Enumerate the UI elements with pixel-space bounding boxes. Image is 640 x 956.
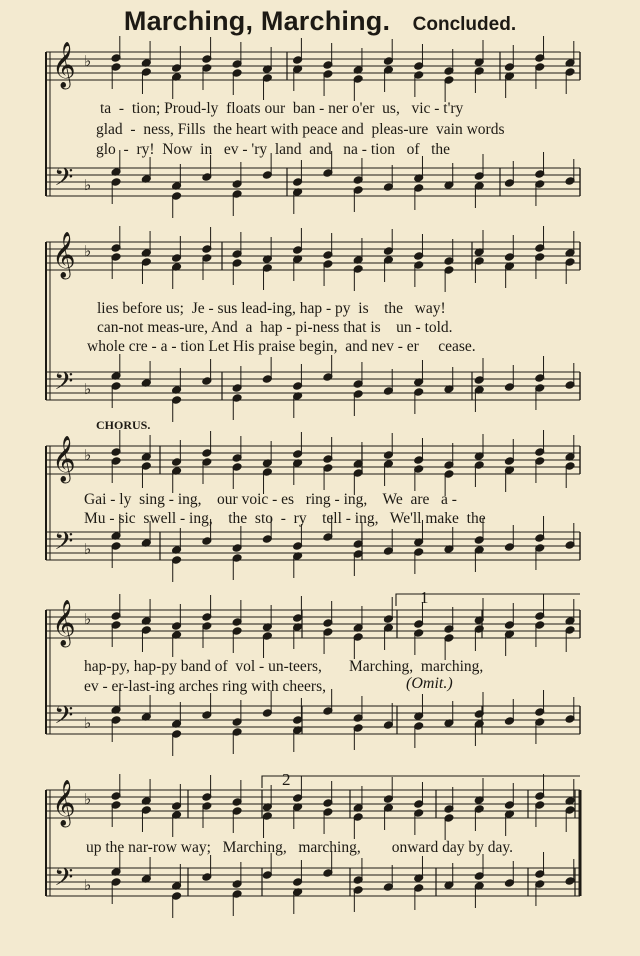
flat-icon: ♭ — [84, 540, 92, 558]
flat-icon: ♭ — [84, 52, 92, 70]
bass-clef-icon: 𝄢 — [54, 863, 74, 898]
lyric-line: whole cre - a - tion Let His praise begin, and nev - er cease. — [87, 338, 476, 355]
omit-note: (Omit.) — [406, 675, 453, 692]
treble-clef-icon: 𝄞 — [52, 436, 76, 482]
lyric-line: up the nar-row way; Marching, marching, onward day by day. — [86, 839, 513, 856]
bass-clef-icon: 𝄢 — [54, 701, 74, 736]
lyric-line: Gai - ly sing - ing, our voic - es ring - ing, We are a - — [84, 491, 457, 508]
lyric-line: ta - tion; Proud-ly floats our ban - ner o'er us, vic - t'ry — [100, 100, 464, 117]
treble-clef-icon: 𝄞 — [52, 42, 76, 88]
flat-icon: ♭ — [84, 242, 92, 260]
flat-icon: ♭ — [84, 176, 92, 194]
flat-icon: ♭ — [84, 446, 92, 464]
lyric-line: glo - ry! Now in ev - 'ry land and na - tion of the — [96, 141, 451, 158]
bass-clef-icon: 𝄢 — [54, 163, 74, 198]
ending-mark-second: 2 — [282, 770, 291, 789]
lyric-line: lies before us; Je - sus lead-ing, hap - py is the way! — [97, 300, 446, 317]
bass-clef-icon: 𝄢 — [54, 367, 74, 402]
treble-clef-icon: 𝄞 — [52, 780, 76, 826]
flat-icon: ♭ — [84, 876, 92, 894]
flat-icon: ♭ — [84, 610, 92, 628]
lyric-line: glad - ness, Fills the heart with peace and pleas-ure vain words — [96, 121, 505, 138]
treble-clef-icon: 𝄞 — [52, 232, 76, 278]
lyric-line: can-not meas-ure, And a hap - pi-ness that is un - told. — [97, 319, 453, 336]
song-subtitle: Concluded. — [412, 14, 517, 35]
flat-icon: ♭ — [84, 380, 92, 398]
flat-icon: ♭ — [84, 714, 92, 732]
chorus-label: CHORUS. — [96, 418, 151, 432]
flat-icon: ♭ — [84, 790, 92, 808]
lyric-line: hap-py, hap-py band of vol - un-teers, Marching, marching, — [84, 658, 484, 675]
lyric-line: Mu - sic swell - ing, the sto - ry tell - ing, We'll make the — [84, 510, 486, 527]
bass-clef-icon: 𝄢 — [54, 527, 74, 562]
lyric-line: ev - er-last-ing arches ring with cheers, — [84, 678, 326, 695]
treble-clef-icon: 𝄞 — [52, 600, 76, 646]
song-title: Marching, Marching. — [123, 6, 391, 36]
ending-mark-first: 1 — [420, 588, 429, 607]
